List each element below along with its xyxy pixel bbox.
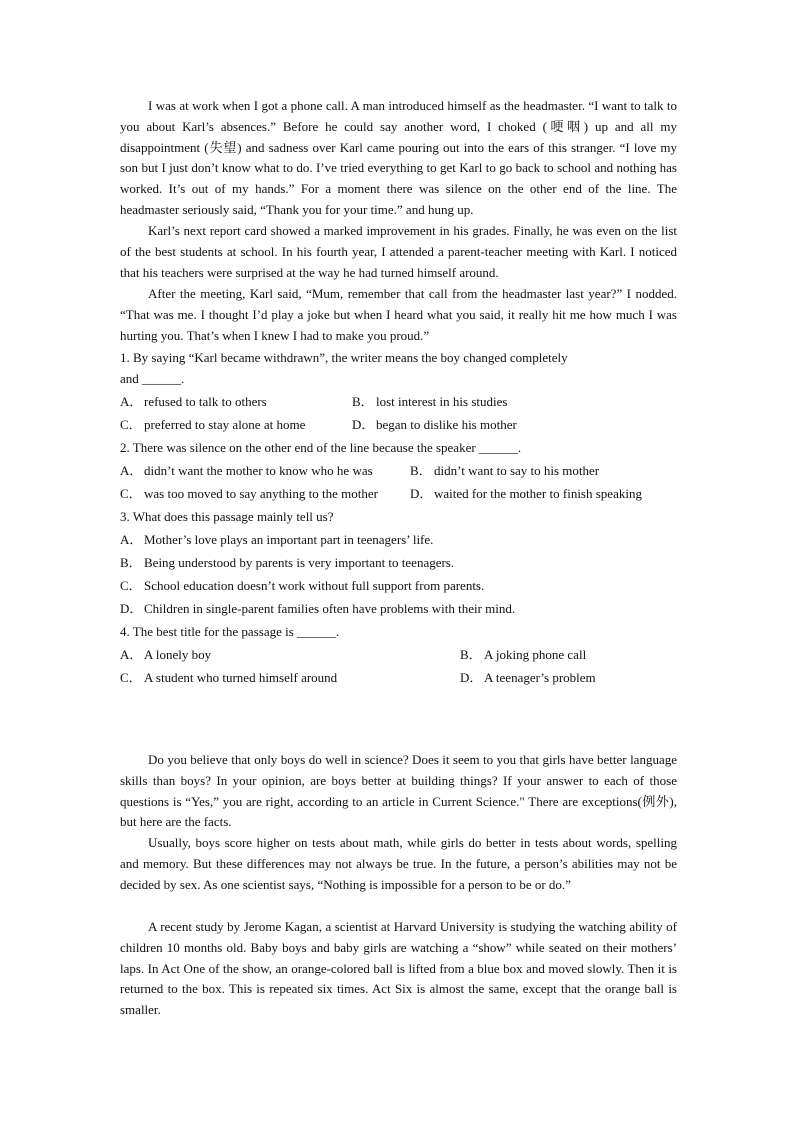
passage2-paragraph-2: Usually, boys score higher on tests about math, while girls do better in tests about words, spelling and memory. But these differences may not always be true. In the future, a person’s abilities may not be decided by sex. As one scientist says, “Nothing is impossible for a person to be or do.” [120,835,677,892]
question-1-option-c[interactable] [120,414,305,435]
option-text: A lonely boy [144,647,212,662]
option-letter: A． [120,647,143,662]
option-letter: B． [120,555,142,570]
question-3-stem: 3. What does this passage mainly tell us? [120,509,334,524]
option-letter: C． [120,486,142,501]
option-letter: A． [120,532,143,547]
question-1-option-d[interactable] [352,414,517,435]
option-text: lost interest in his studies [376,394,508,409]
option-letter: D． [410,486,433,501]
option-text: didn’t want to say to his mother [434,463,600,478]
option-letter: A． [120,463,143,478]
passage1-paragraph-2: Karl’s next report card showed a marked improvement in his grades. Finally, he was even on the list of the best students at school. In his fourth year, I attended a parent-teacher meeting with Karl. I noticed that his teachers were surprised at the way he had turned himself around. [120,223,677,280]
option-text: refused to talk to others [144,394,267,409]
option-text: was too moved to say anything to the mother [144,486,378,501]
option-text: School education doesn’t work without full support from parents. [144,578,485,593]
option-text: waited for the mother to finish speaking [434,486,642,501]
question-4-option-a[interactable] [120,644,211,665]
option-text: A joking phone call [484,647,587,662]
question-3-option-a[interactable] [120,529,433,550]
question-2-option-a[interactable] [120,460,373,481]
option-letter: D． [460,670,483,685]
question-2-stem: 2. There was silence on the other end of the line because the speaker ______. [120,440,522,455]
passage1-paragraph-1: I was at work when I got a phone call. A man introduced himself as the headmaster. “I want to talk to you about Karl’s absences.” Before he could say another word, I choked (哽咽) up and all my disappointment (失望) and sadness over Karl came pouring out into the ears of this stranger. “I love my son but I just don’t know what to do. I’ve tried everything to get Karl to go back to school and nothing has worked. It’s out of my hands.” For a moment there was silence on the other end of the line. The headmaster seriously said, “Thank you for your time.” and hung up. [120,98,677,217]
question-3-option-d[interactable] [120,598,515,619]
question-2-option-b[interactable] [410,460,599,481]
option-text: A teenager’s problem [484,670,596,685]
question-1-stem-line1: 1. By saying “Karl became withdrawn”, the writer means the boy changed completely [120,350,568,365]
question-2-option-c[interactable] [120,483,378,504]
option-text: Mother’s love plays an important part in teenagers’ life. [144,532,434,547]
option-letter: A． [120,394,143,409]
option-letter: D． [352,417,375,432]
option-letter: C． [120,578,142,593]
option-text: Children in single-parent families often have problems with their mind. [144,601,516,616]
question-4-option-c[interactable] [120,667,337,688]
question-1-option-b[interactable] [352,391,507,412]
option-letter: C． [120,417,142,432]
question-3-option-c[interactable] [120,575,484,596]
question-1-stem-line2: and ______. [120,371,185,386]
option-letter: D． [120,601,143,616]
passage1-paragraph-3: After the meeting, Karl said, “Mum, remember that call from the headmaster last year?” I nodded. “That was me. I thought I’d play a joke but when I heard what you said, it really hit me how much I was hurting you. That’s when I knew I had to make you proud.” [120,286,677,343]
question-4-option-b[interactable] [460,644,586,665]
option-text: began to dislike his mother [376,417,517,432]
option-text: didn’t want the mother to know who he was [144,463,373,478]
option-text: A student who turned himself around [144,670,338,685]
question-3-option-b[interactable] [120,552,454,573]
passage2-paragraph-1: Do you believe that only boys do well in science? Does it seem to you that girls have better language skills than boys? In your opinion, are boys better at building things? If your answer to each of those questions is “Yes,” you are right, according to an article in Current Science." There are exceptions(例外), but here are the facts. [120,752,677,830]
question-4-option-d[interactable] [460,667,596,688]
option-letter: B． [460,647,482,662]
option-letter: C． [120,670,142,685]
option-text: Being understood by parents is very important to teenagers. [144,555,455,570]
option-text: preferred to stay alone at home [144,417,306,432]
option-letter: B． [352,394,374,409]
passage2-paragraph-3: A recent study by Jerome Kagan, a scientist at Harvard University is studying the watching ability of children 10 months old. Baby boys and baby girls are watching a “show” while seated on their mothers’ laps. In Act One of the show, an orange-colored ball is lifted from a blue box and moved slowly. Then it is returned to the box. This is repeated six times. Act Six is almost the same, except that the orange ball is smaller. [120,919,677,1018]
question-4-stem: 4. The best title for the passage is ______. [120,624,340,639]
option-letter: B． [410,463,432,478]
question-2-option-d[interactable] [410,483,642,504]
question-1-option-a[interactable] [120,391,267,412]
